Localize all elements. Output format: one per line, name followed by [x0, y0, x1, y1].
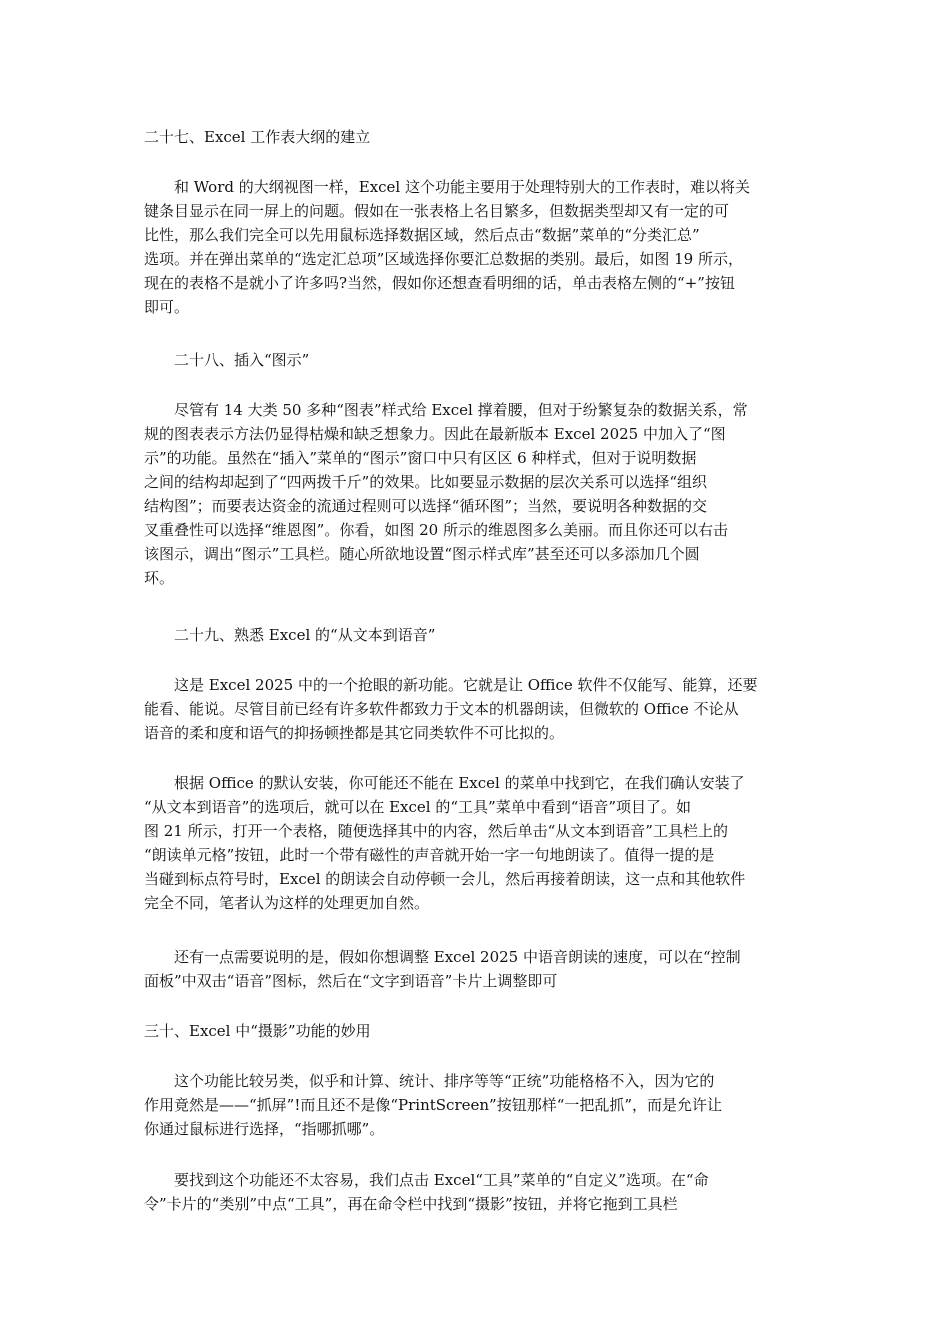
- text-line: 该图示，调出“图示”工具栏。随心所欲地设置“图示样式库”甚至还可以多添加几个圆: [144, 545, 700, 563]
- text-line: 根据 Office 的默认安装，你可能还不能在 Excel 的菜单中找到它，在我们确认安装了: [144, 774, 745, 792]
- text-line: 结构图”；而要表达资金的流通过程则可以选择“循环图”；当然，要说明各种数据的交: [144, 497, 708, 515]
- text-line: 图 21 所示，打开一个表格，随便选择其中的内容，然后单击“从文本到语音”工具栏上的: [144, 822, 728, 840]
- text-line: 当碰到标点符号时，Excel 的朗读会自动停顿一会儿，然后再接着朗读，这一点和其他软件: [144, 870, 746, 888]
- text-line: 比性，那么我们完全可以先用鼠标选择数据区域，然后点击“数据”菜单的“分类汇总”: [144, 226, 700, 244]
- text-line: 现在的表格不是就小了许多吗?当然，假如你还想查看明细的话，单击表格左侧的“+”按钮: [144, 274, 735, 292]
- text-line: 尽管有 14 大类 50 多种“图表”样式给 Excel 撑着腰，但对于纷繁复杂的数据关系，常: [144, 401, 748, 419]
- heading-29: [144, 623, 816, 647]
- text-line: 二十七、Excel 工作表大纲的建立: [144, 128, 371, 146]
- text-line: 要找到这个功能还不太容易，我们点击 Excel“工具”菜单的“自定义”选项。在“命: [144, 1171, 709, 1189]
- text-line: 三十、Excel 中“摄影”功能的妙用: [144, 1022, 371, 1040]
- paragraph-28: [144, 398, 816, 590]
- paragraph-30a: [144, 1069, 816, 1141]
- text-line: 二十九、熟悉 Excel 的“从文本到语音”: [144, 626, 436, 644]
- text-line: 能看、能说。尽管目前已经有许多软件都致力于文本的机器朗读，但微软的 Office 不论从: [144, 700, 739, 718]
- text-line: 选项。并在弹出菜单的“选定汇总项”区域选择你要汇总数据的类别。最后，如图 19 所示，: [144, 250, 743, 268]
- paragraph-29b: [144, 771, 816, 915]
- paragraph-30b: [144, 1168, 816, 1216]
- text-line: 这是 Excel 2025 中的一个抢眼的新功能。它就是让 Office 软件不仅能写、能算，还要: [144, 676, 758, 694]
- text-line: 语音的柔和度和语气的抑扬顿挫都是其它同类软件不可比拟的。: [144, 724, 565, 742]
- text-line: 完全不同，笔者认为这样的处理更加自然。: [144, 894, 430, 912]
- text-line: 作用竟然是——“抓屏”!而且还不是像“PrintScreen”按钮那样“一把乱抓”，而是允许让: [144, 1096, 723, 1114]
- text-line: 还有一点需要说明的是，假如你想调整 Excel 2025 中语音朗读的速度，可以在“控制: [144, 948, 741, 966]
- text-line: 面板”中双击“语音”图标，然后在“文字到语音”卡片上调整即可: [144, 972, 558, 990]
- paragraph-29a: [144, 673, 816, 745]
- text-line: 你通过鼠标进行选择，“指哪抓哪”。: [144, 1120, 385, 1138]
- text-line: 令”卡片的“类别”中点“工具”，再在命令栏中找到“摄影”按钮，并将它拖到工具栏: [144, 1195, 678, 1213]
- text-line: 键条目显示在同一屏上的问题。假如在一张表格上名目繁多，但数据类型却又有一定的可: [144, 202, 730, 220]
- text-line: “从文本到语音”的选项后，就可以在 Excel 的“工具”菜单中看到“语音”项目了。如: [144, 798, 692, 816]
- text-line: 叉重叠性可以选择“维恩图”。你看，如图 20 所示的维恩图多么美丽。而且你还可以右击: [144, 521, 728, 539]
- heading-30: [144, 1019, 816, 1043]
- text-line: 规的图表表示方法仍显得枯燥和缺乏想象力。因此在最新版本 Excel 2025 中加入了“图: [144, 425, 726, 443]
- text-line: 之间的结构却起到了“四两拨千斤”的效果。比如要显示数据的层次关系可以选择“组织: [144, 473, 708, 491]
- text-line: 和 Word 的大纲视图一样，Excel 这个功能主要用于处理特别大的工作表时，难以将关: [144, 178, 750, 196]
- text-line: “朗读单元格”按钮，此时一个带有磁性的声音就开始一字一句地朗读了。值得一提的是: [144, 846, 715, 864]
- text-line: 环。: [144, 569, 175, 587]
- text-line: 即可。: [144, 298, 190, 316]
- text-line: 这个功能比较另类，似乎和计算、统计、排序等等“正统”功能格格不入，因为它的: [144, 1072, 715, 1090]
- paragraph-29c: [144, 945, 816, 993]
- heading-28: [144, 348, 816, 372]
- text-line: 示”的功能。虽然在“插入”菜单的“图示”窗口中只有区区 6 种样式，但对于说明数据: [144, 449, 697, 467]
- paragraph-27: [144, 175, 816, 319]
- text-line: 二十八、插入“图示”: [144, 351, 310, 369]
- heading-27: [144, 125, 816, 149]
